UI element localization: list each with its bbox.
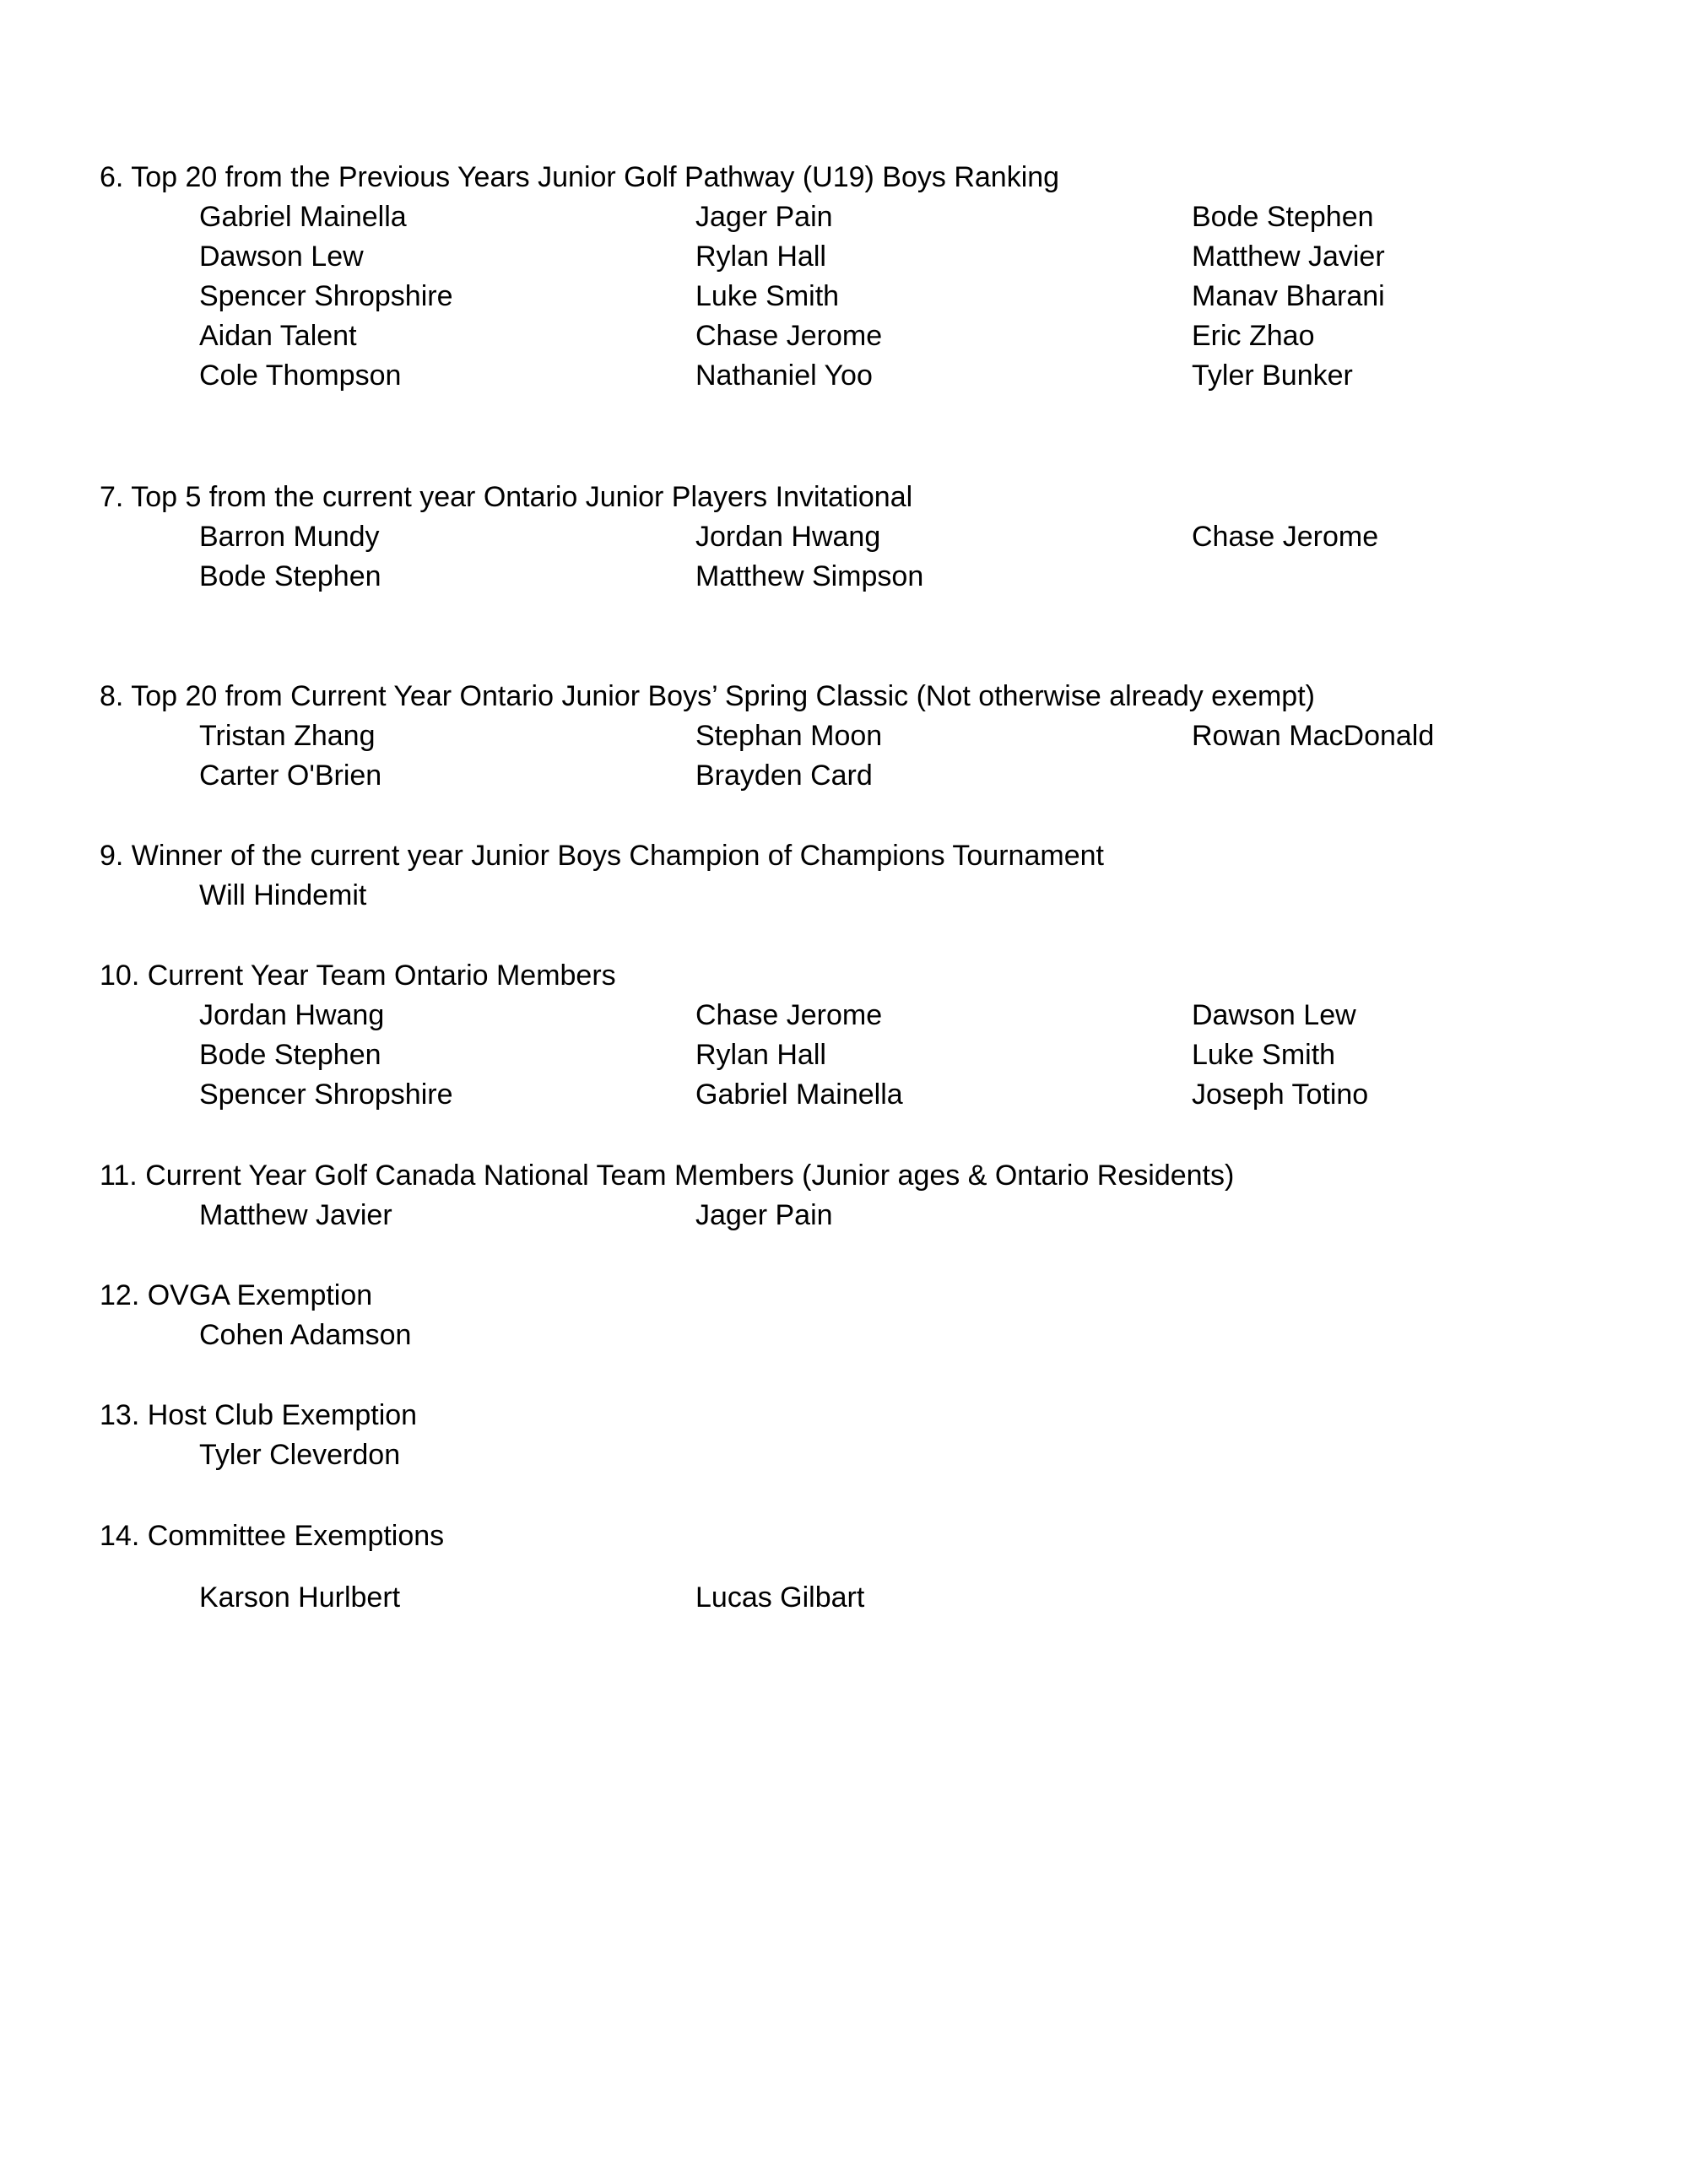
player-name: Gabriel Mainella bbox=[695, 1078, 903, 1111]
name-grid bbox=[199, 876, 1619, 916]
player-name: Aidan Talent bbox=[199, 320, 357, 352]
name-grid bbox=[199, 197, 1619, 396]
section-heading: 11. Current Year Golf Canada National Team Members (Junior ages & Ontario Residents) bbox=[100, 1160, 1235, 1192]
section-7 bbox=[100, 478, 1619, 597]
player-name: Matthew Javier bbox=[199, 1199, 392, 1231]
player-name: Rylan Hall bbox=[695, 1039, 826, 1071]
player-name: Stephan Moon bbox=[695, 720, 883, 752]
player-name: Cole Thompson bbox=[199, 359, 402, 392]
section-13 bbox=[100, 1396, 1619, 1475]
player-name: Matthew Javier bbox=[1192, 241, 1385, 273]
section-heading: 13. Host Club Exemption bbox=[100, 1399, 418, 1431]
player-name: Jager Pain bbox=[695, 1199, 833, 1231]
section-10 bbox=[100, 956, 1619, 1115]
section-11 bbox=[100, 1156, 1619, 1235]
name-grid bbox=[199, 1578, 1619, 1618]
name-grid bbox=[199, 716, 1619, 796]
section-6 bbox=[100, 158, 1619, 396]
name-grid bbox=[199, 1316, 1619, 1355]
section-9 bbox=[100, 836, 1619, 916]
name-grid bbox=[199, 1435, 1619, 1475]
name-grid bbox=[199, 996, 1619, 1115]
player-name: Bode Stephen bbox=[199, 1039, 381, 1071]
player-name: Spencer Shropshire bbox=[199, 280, 453, 312]
player-name: Lucas Gilbart bbox=[695, 1581, 865, 1614]
player-name: Dawson Lew bbox=[199, 241, 364, 273]
player-name: Tristan Zhang bbox=[199, 720, 376, 752]
name-grid bbox=[199, 517, 1619, 597]
player-name: Joseph Totino bbox=[1192, 1078, 1369, 1111]
player-name: Jager Pain bbox=[695, 201, 833, 233]
player-name: Chase Jerome bbox=[695, 320, 883, 352]
section-14 bbox=[100, 1516, 1619, 1618]
section-heading: 9. Winner of the current year Junior Boys Champion of Champions Tournament bbox=[100, 840, 1104, 872]
section-heading: 12. OVGA Exemption bbox=[100, 1279, 373, 1311]
section-heading: 7. Top 5 from the current year Ontario Junior Players Invitational bbox=[100, 481, 913, 513]
player-name: Eric Zhao bbox=[1192, 320, 1315, 352]
name-grid bbox=[199, 1196, 1619, 1235]
player-name: Manav Bharani bbox=[1192, 280, 1385, 312]
player-name: Gabriel Mainella bbox=[199, 201, 407, 233]
player-name: Chase Jerome bbox=[1192, 521, 1379, 553]
player-name: Will Hindemit bbox=[199, 879, 367, 911]
section-heading: 6. Top 20 from the Previous Years Junior Golf Pathway (U19) Boys Ranking bbox=[100, 161, 1060, 193]
player-name: Carter O'Brien bbox=[199, 760, 382, 792]
player-name: Cohen Adamson bbox=[199, 1319, 412, 1351]
player-name: Luke Smith bbox=[1192, 1039, 1336, 1071]
section-8 bbox=[100, 677, 1619, 796]
player-name: Karson Hurlbert bbox=[199, 1581, 401, 1614]
player-name: Tyler Cleverdon bbox=[199, 1439, 401, 1471]
player-name: Spencer Shropshire bbox=[199, 1078, 453, 1111]
player-name: Rylan Hall bbox=[695, 241, 826, 273]
player-name: Tyler Bunker bbox=[1192, 359, 1353, 392]
section-heading: 8. Top 20 from Current Year Ontario Junior Boys’ Spring Classic (Not otherwise already exempt) bbox=[100, 680, 1315, 712]
player-name: Nathaniel Yoo bbox=[695, 359, 873, 392]
player-name: Bode Stephen bbox=[1192, 201, 1374, 233]
section-heading: 14. Committee Exemptions bbox=[100, 1520, 445, 1552]
player-name: Dawson Lew bbox=[1192, 999, 1356, 1031]
section-12 bbox=[100, 1276, 1619, 1355]
section-heading: 10. Current Year Team Ontario Members bbox=[100, 960, 616, 992]
player-name: Jordan Hwang bbox=[199, 999, 385, 1031]
player-name: Rowan MacDonald bbox=[1192, 720, 1435, 752]
player-name: Jordan Hwang bbox=[695, 521, 881, 553]
player-name: Chase Jerome bbox=[695, 999, 883, 1031]
player-name: Matthew Simpson bbox=[695, 560, 924, 592]
player-name: Bode Stephen bbox=[199, 560, 381, 592]
player-name: Barron Mundy bbox=[199, 521, 380, 553]
player-name: Luke Smith bbox=[695, 280, 840, 312]
player-name: Brayden Card bbox=[695, 760, 873, 792]
